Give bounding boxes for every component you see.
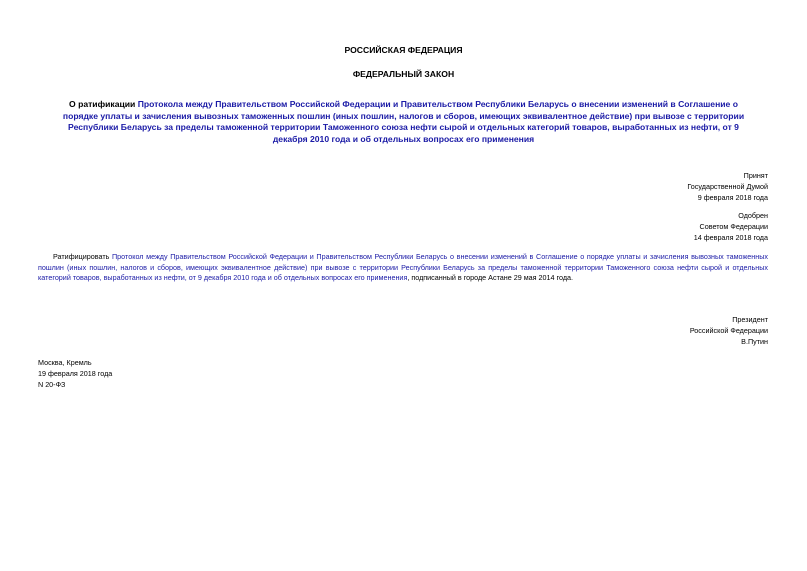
approved-block (694, 210, 768, 244)
signature-block (690, 314, 768, 348)
protocol-title-link[interactable]: Протокола между Правительством Российской Федерации и Правительством Республики Беларусь о внесении изменений в Соглашение о порядке уплаты и зачисления вывозных таможенных пошлин (иных пошлин, налогов и сборов, имеющих эквивалентное действие) при вывозе с территории Республики Беларусь за пределы таможенной территории Таможенного союза нефти сырой и отдельных категорий товаров, выработанных из нефти, от 9 декабря 2010 года и об отдельных вопросах его применения (62, 99, 745, 144)
place-city: Москва, Кремль (38, 358, 92, 367)
accepted-label: Принят (743, 171, 768, 180)
approved-by: Советом Федерации (699, 222, 768, 232)
protocol-body-link[interactable]: Протокол между Правительством Российской Федерации и Правительством Республики Беларусь о внесении изменений в Соглашение о порядке уплаты и зачисления вывозных таможенных пошлин (иных пошлин, налогов и сборов, имеющих эквивалентное действие) при вывозе с территории Республики Беларусь за пределы таможенной территории Таможенного союза нефти сырой и отдельных категорий товаров, выработанных из нефти, от 9 декабря 2010 года и об отдельных вопросах его применения (38, 252, 768, 283)
accepted-date: 9 февраля 2018 года (697, 193, 768, 203)
ratification-paragraph (38, 252, 768, 284)
law-title-prefix: О ратификации (69, 99, 138, 109)
law-type-heading: ФЕДЕРАЛЬНЫЙ ЗАКОН (352, 69, 455, 79)
federation-heading: РОССИЙСКАЯ ФЕДЕРАЦИЯ (344, 45, 463, 55)
signature-title: Президент (732, 315, 768, 324)
ratification-prefix: Ратифицировать (53, 252, 113, 261)
accepted-block (687, 170, 768, 204)
accepted-by: Государственной Думой (687, 182, 768, 192)
signature-country: Российской Федерации (689, 326, 768, 336)
approved-label: Одобрен (738, 211, 768, 220)
place-date: 19 февраля 2018 года (38, 369, 113, 379)
approved-date: 14 февраля 2018 года (693, 233, 768, 243)
law-title (52, 99, 755, 145)
ratification-suffix: , подписанный в городе Астане 29 мая 2014 года. (407, 273, 574, 283)
law-number: N 20-ФЗ (38, 380, 66, 390)
signature-name: В.Путин (741, 337, 768, 347)
place-date-block (38, 357, 112, 391)
